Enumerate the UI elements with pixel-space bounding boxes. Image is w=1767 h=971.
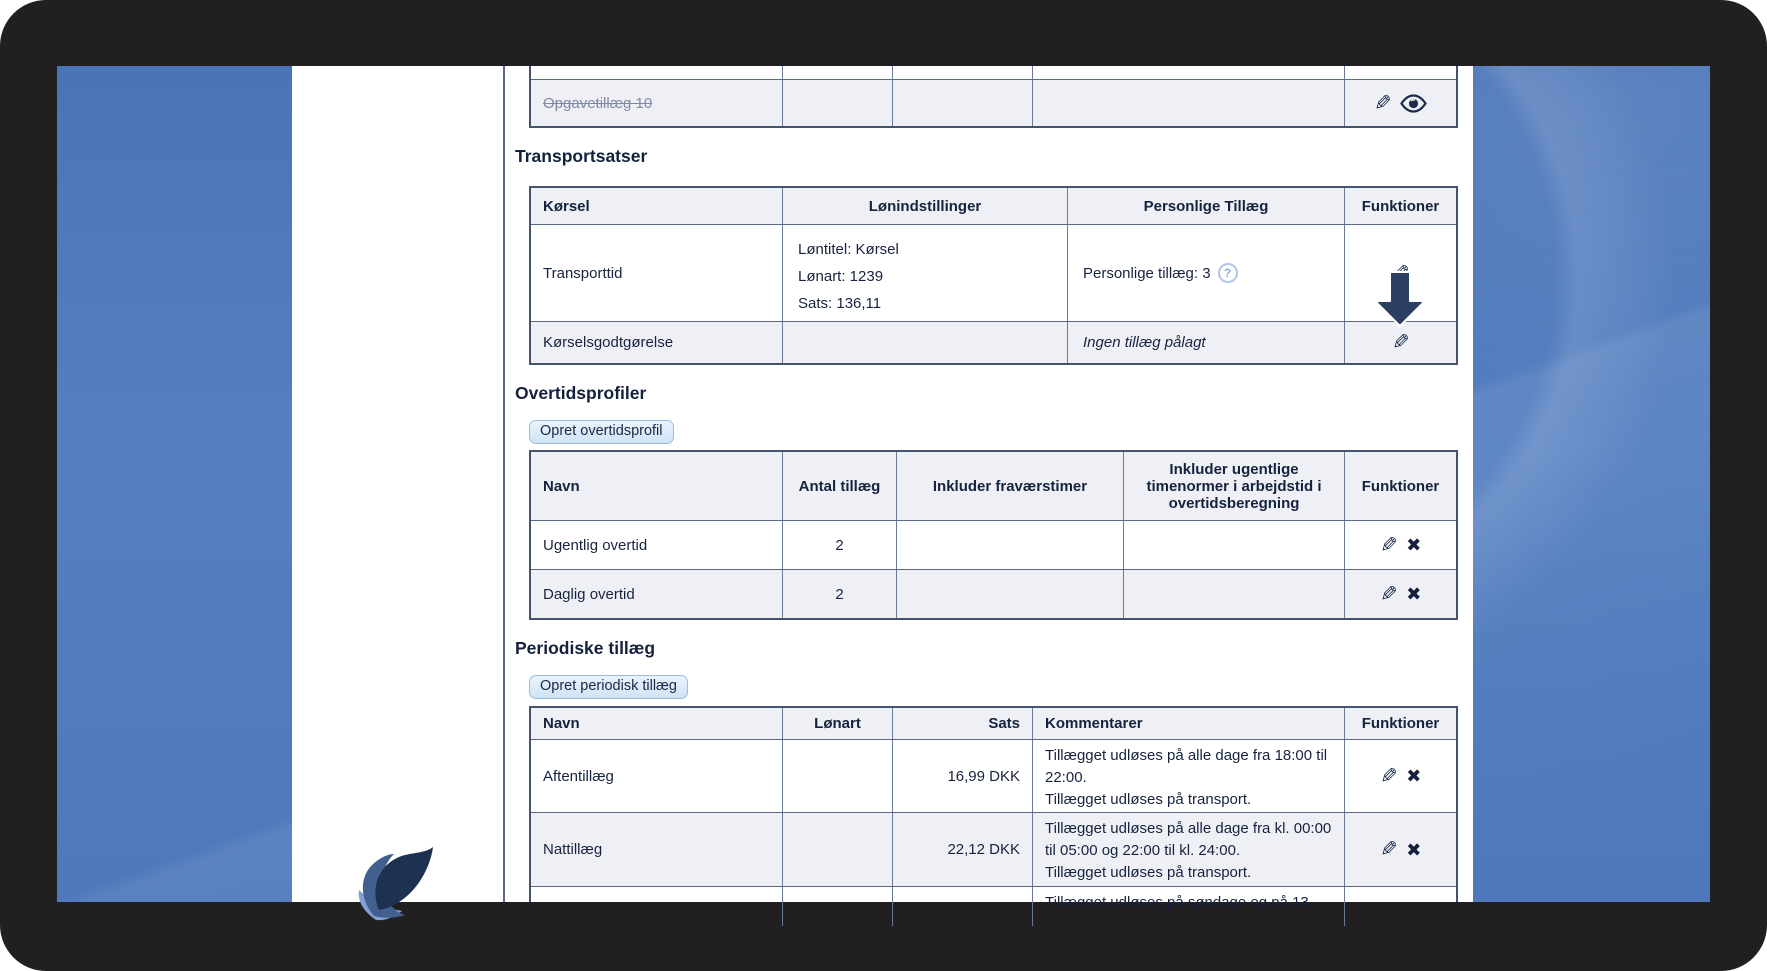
edit-icon[interactable]: ✎: [1379, 838, 1398, 861]
col-header-lonart: Lønart: [782, 708, 892, 739]
supplement-count: 2: [835, 536, 844, 554]
delete-icon[interactable]: ✖: [1406, 839, 1422, 860]
edit-icon[interactable]: ✎: [1379, 582, 1398, 606]
section-heading-transportsatser: Transportsatser: [515, 146, 648, 166]
personal-supplements-label: Personlige tillæg: 3: [1083, 264, 1211, 282]
section-heading-overtidsprofiler: Overtidsprofiler: [515, 383, 647, 403]
table-header-row: [531, 708, 1456, 739]
delete-icon[interactable]: ✖: [1406, 766, 1422, 786]
col-header-funktioner: Funktioner: [1344, 188, 1456, 224]
col-header-navn: Navn: [543, 477, 580, 495]
comment-line: Tillægget udløses på alle dage fra 18:00 til 22:00.: [1045, 747, 1328, 786]
opgave-table: [529, 66, 1458, 128]
col-header-sats: Sats: [892, 708, 1032, 739]
supplement-rate: 16,99 DKK: [947, 767, 1020, 785]
table-row: [531, 66, 1456, 79]
supplement-name: Aftentillæg: [543, 767, 614, 785]
company-wave-logo: [348, 836, 452, 920]
rate-name: Transporttid: [543, 264, 623, 282]
table-row-nattillaeg: [531, 812, 1456, 886]
table-row-daglig-overtid: [531, 569, 1456, 618]
edit-icon[interactable]: ✎: [1391, 331, 1410, 354]
table-header-row: [531, 188, 1456, 224]
pay-rate: Sats: 136,11: [798, 295, 882, 312]
col-header-inkluder-fravaerstimer: Inkluder fraværstimer: [896, 452, 1123, 520]
table-row-transporttid: [531, 224, 1456, 321]
profile-name: Daglig overtid: [543, 585, 635, 603]
delete-icon[interactable]: ✖: [1406, 584, 1422, 604]
comment-line: Tillægget udløses på transport.: [1045, 791, 1252, 808]
table-header-row: [531, 452, 1456, 520]
supplement-count: 2: [835, 585, 844, 603]
annotation-arrow-icon: [1373, 271, 1427, 328]
edit-icon[interactable]: ✎: [1379, 533, 1398, 557]
profile-name: Ugentlig overtid: [543, 536, 648, 554]
comment-cell: [1032, 740, 1344, 812]
comment-line: Tillægget udløses på søndage og på 13: [1045, 894, 1309, 911]
col-header-lonindstillinger: Lønindstillinger: [782, 188, 1067, 224]
comment-cell: [1032, 813, 1344, 886]
create-overtime-profile-button[interactable]: Opret overtidsprofil: [529, 420, 674, 444]
col-header-funktioner: Funktioner: [1344, 452, 1456, 520]
col-header-timenormer: Inkluder ugentlige timenormer i arbejdstid i overtidsberegning: [1123, 452, 1344, 520]
comment-line: Tillægget udløses på transport.: [1045, 864, 1252, 881]
delete-icon[interactable]: ✖: [1406, 535, 1422, 555]
table-row-ugentlig-overtid: [531, 520, 1456, 569]
comment-line: Tillægget udløses på alle dage fra kl. 00:00 til 05:00 og 22:00 til kl. 24:00.: [1045, 820, 1332, 859]
help-icon[interactable]: ?: [1218, 263, 1238, 283]
no-supplements-label: Ingen tillæg pålagt: [1083, 334, 1206, 351]
table-row-korselsgodtgorelse: [531, 321, 1456, 363]
comment-cell: [1032, 887, 1344, 926]
table-row-aftentillaeg: [531, 739, 1456, 812]
col-header-antal-tillaeg: Antal tillæg: [782, 452, 896, 520]
col-header-korsel: Kørsel: [543, 197, 590, 215]
col-header-navn: Navn: [543, 715, 580, 732]
edit-icon[interactable]: ✎: [1373, 91, 1392, 115]
periodic-supplements-table: [529, 706, 1458, 911]
content-page: [292, 66, 1473, 911]
desktop-background: [57, 66, 1710, 911]
deleted-item-label: Opgavetillæg 10: [543, 94, 653, 112]
pay-settings-cell: [782, 225, 1067, 321]
pay-title: Løntitel: Kørsel: [798, 241, 899, 258]
pay-type: Lønart: 1239: [798, 268, 884, 285]
view-icon[interactable]: [1400, 94, 1427, 113]
col-header-personlige-tillaeg: Personlige Tillæg: [1067, 188, 1344, 224]
col-header-funktioner: Funktioner: [1344, 708, 1456, 739]
page-divider-line: [503, 66, 505, 902]
section-heading-periodiske-tillaeg: Periodiske tillæg: [515, 638, 656, 658]
create-periodic-supplement-button[interactable]: Opret periodisk tillæg: [529, 675, 688, 699]
overtime-profiles-table: [529, 450, 1458, 620]
transport-rates-table: [529, 186, 1458, 365]
rate-name: Kørselsgodtgørelse: [543, 334, 674, 351]
table-row-partial: [531, 886, 1456, 926]
col-header-kommentarer: Kommentarer: [1032, 708, 1344, 739]
supplement-name: Nattillæg: [543, 841, 603, 858]
supplement-rate: 22,12 DKK: [947, 841, 1020, 858]
edit-icon[interactable]: ✎: [1379, 764, 1398, 788]
table-row-opgavetillaeg-10: [531, 79, 1456, 126]
